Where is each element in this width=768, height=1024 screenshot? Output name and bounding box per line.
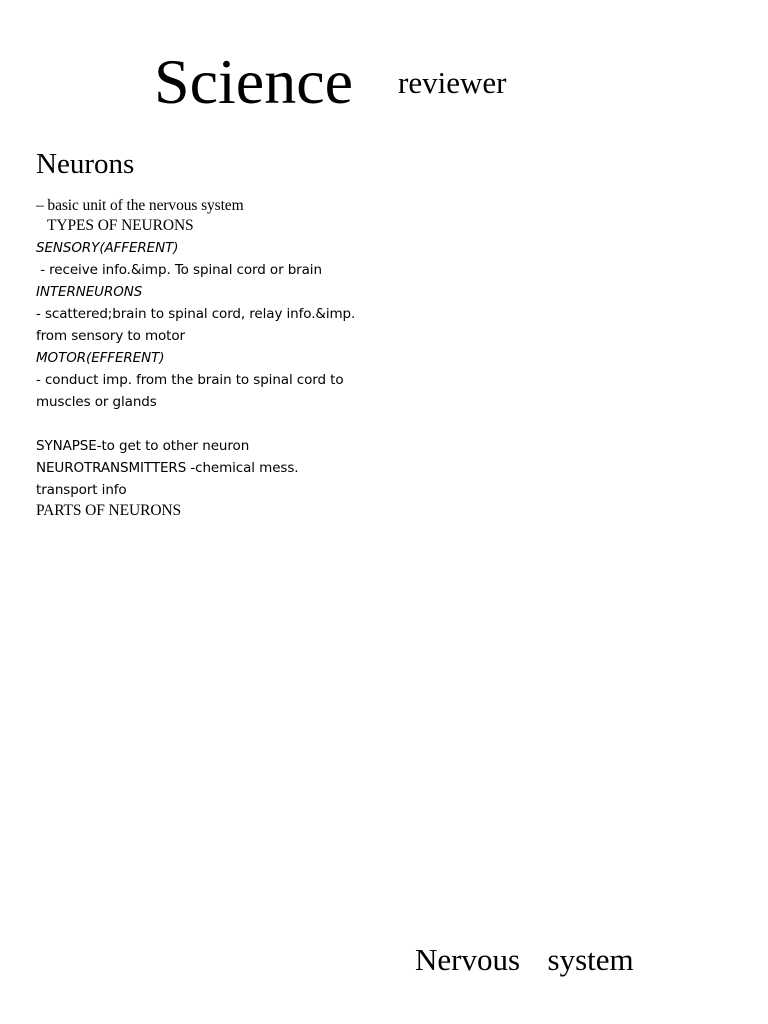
page-title: Science [154, 46, 353, 117]
motor-label: MOTOR(EFFERENT) [36, 350, 165, 366]
interneurons-label: INTERNEURONS [36, 284, 143, 300]
interneurons-description-2: from sensory to motor [36, 328, 185, 344]
neurotransmitters-line: NEUROTRANSMITTERS -chemical mess. [36, 460, 299, 476]
synapse-line: SYNAPSE-to get to other neuron [36, 438, 250, 454]
sensory-label: SENSORY(AFFERENT) [36, 240, 179, 256]
transport-line: transport info [36, 482, 127, 498]
page-subtitle: reviewer [398, 65, 507, 100]
interneurons-description-1: - scattered;brain to spinal cord, relay info.&imp. [36, 306, 356, 322]
motor-description-2: muscles or glands [36, 394, 157, 410]
footer-title: Nervous system [415, 942, 634, 977]
sensory-description: - receive info.&imp. To spinal cord or brain [36, 262, 322, 278]
section-heading: Neurons [36, 148, 135, 180]
motor-description-1: - conduct imp. from the brain to spinal cord to [36, 372, 344, 388]
parts-heading: PARTS OF NEURONS [36, 502, 182, 519]
definition-line: – basic unit of the nervous system [36, 197, 244, 214]
types-heading: TYPES OF NEURONS [36, 217, 194, 234]
